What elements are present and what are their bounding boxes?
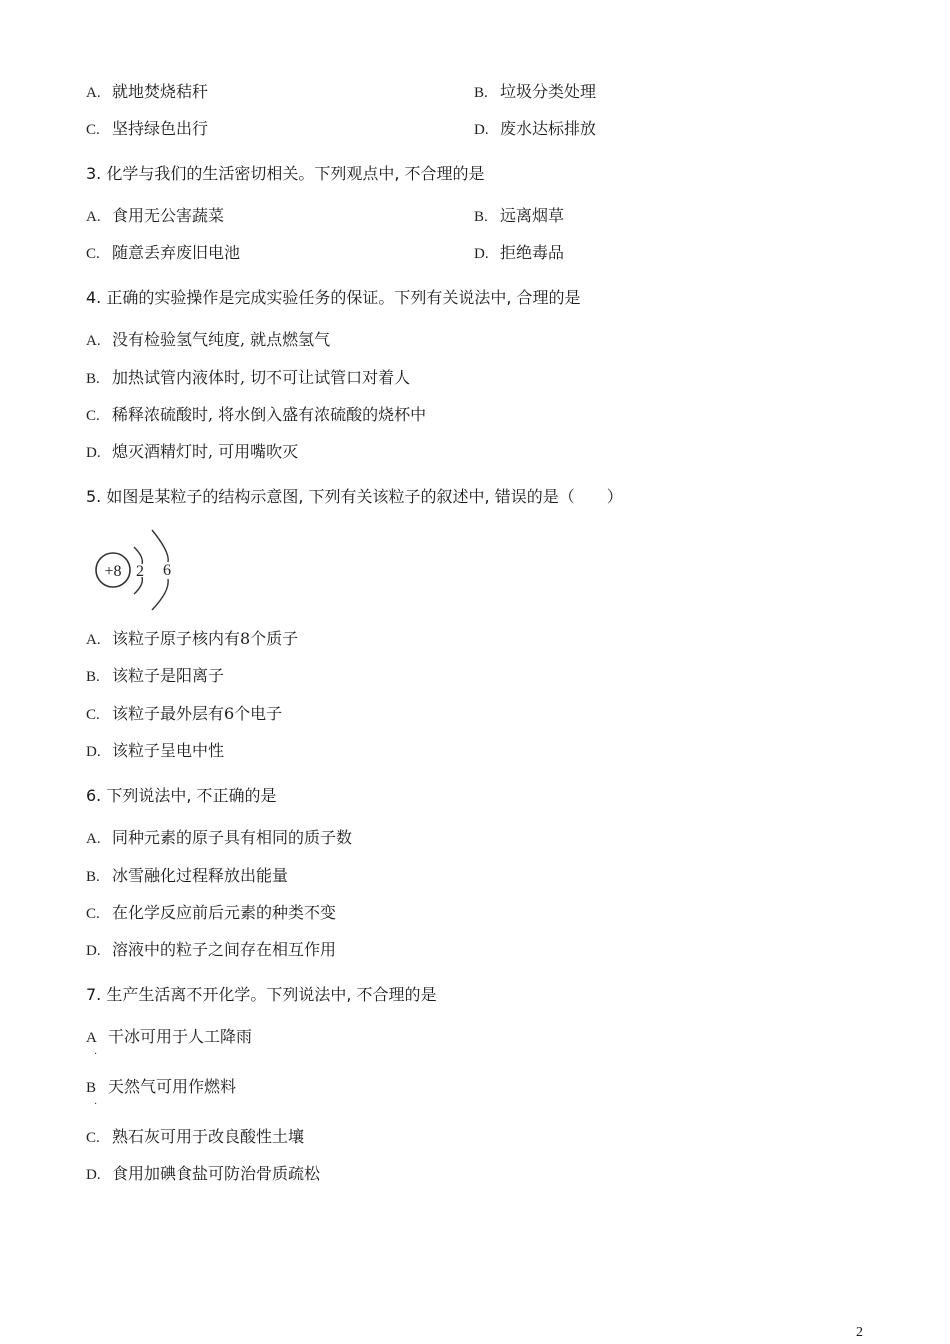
option-text: 垃圾分类处理	[500, 82, 597, 101]
q6-option-b	[86, 866, 288, 887]
option-label: D.	[474, 246, 489, 262]
q2-option-c	[86, 119, 208, 140]
q4-option-b	[86, 368, 410, 389]
q4-stem: 4. 正确的实验操作是完成实验任务的保证。下列有关说法中, 合理的是	[86, 288, 581, 307]
q4-option-a	[86, 330, 330, 351]
q5-stem: 5. 如图是某粒子的结构示意图, 下列有关该粒子的叙述中, 错误的是（ ）	[86, 487, 623, 506]
option-text: 熄灭酒精灯时, 可用嘴吹灭	[112, 442, 299, 461]
inner-shell-arc-top	[134, 547, 142, 564]
outer-shell-electrons: 6	[163, 562, 171, 579]
stray-dot-mark: ·	[94, 1049, 98, 1060]
option-label: A.	[86, 632, 101, 648]
option-text: 该粒子呈电中性	[112, 741, 225, 760]
q4-option-c	[86, 405, 426, 426]
inner-shell-electrons: 2	[136, 563, 144, 580]
option-text: 天然气可用作燃料	[108, 1077, 237, 1096]
q7-stem: 7. 生产生活离不开化学。下列说法中, 不合理的是	[86, 985, 437, 1004]
option-label: C.	[86, 246, 100, 262]
option-label: D.	[86, 1167, 101, 1183]
option-label: B.	[474, 85, 488, 101]
outer-shell-arc-bottom	[152, 579, 168, 610]
atom-structure-diagram	[86, 527, 186, 613]
q6-option-c	[86, 903, 336, 924]
q3-option-d	[474, 243, 564, 264]
q2-option-a	[86, 82, 208, 103]
option-text: 没有检验氢气纯度, 就点燃氢气	[112, 330, 331, 349]
q3-option-c	[86, 243, 240, 264]
q5-option-a	[86, 629, 298, 650]
option-text: 就地焚烧秸秆	[112, 82, 209, 101]
q5-option-c	[86, 704, 282, 725]
q7-option-d	[86, 1164, 320, 1185]
option-label: D.	[86, 445, 101, 461]
nucleus-charge: +8	[104, 563, 122, 580]
outer-shell-arc-top	[152, 530, 168, 562]
q7-option-a	[86, 1027, 252, 1048]
q3-stem: 3. 化学与我们的生活密切相关。下列观点中, 不合理的是	[86, 164, 485, 183]
option-text: 食用无公害蔬菜	[112, 206, 225, 225]
option-text: 该粒子最外层有6个电子	[112, 704, 283, 723]
option-text: 食用加碘食盐可防治骨质疏松	[112, 1164, 321, 1183]
option-label: C.	[86, 122, 100, 138]
q3-option-b	[474, 206, 564, 227]
option-text: 稀释浓硫酸时, 将水倒入盛有浓硫酸的烧杯中	[112, 405, 427, 424]
option-label: D.	[86, 744, 101, 760]
option-label: C.	[86, 906, 100, 922]
option-label: B.	[86, 669, 100, 685]
q4-option-d	[86, 442, 298, 463]
option-text: 远离烟草	[500, 206, 565, 225]
option-text: 坚持绿色出行	[112, 119, 209, 138]
option-label: C.	[86, 707, 100, 723]
option-text: 同种元素的原子具有相同的质子数	[112, 828, 353, 847]
q6-option-a	[86, 828, 352, 849]
option-text: 冰雪融化过程释放出能量	[112, 866, 289, 885]
stray-dot-mark: ·	[94, 1099, 98, 1110]
option-text: 溶液中的粒子之间存在相互作用	[112, 940, 337, 959]
option-text: 加热试管内液体时, 切不可让试管口对着人	[112, 368, 411, 387]
q5-option-d	[86, 741, 224, 762]
q2-option-b	[474, 82, 596, 103]
page-number: 2	[856, 1325, 863, 1340]
q7-option-b	[86, 1077, 236, 1098]
option-label: A.	[86, 333, 101, 349]
option-label: C.	[86, 1130, 100, 1146]
option-label: A.	[86, 831, 101, 847]
option-label: A.	[86, 85, 101, 101]
q2-option-d	[474, 119, 596, 140]
option-text: 该粒子是阳离子	[112, 666, 225, 685]
option-label: D.	[474, 122, 489, 138]
q6-option-d	[86, 940, 336, 961]
option-label: B.	[474, 209, 488, 225]
option-text: 熟石灰可用于改良酸性土壤	[112, 1127, 305, 1146]
option-label: A	[86, 1030, 97, 1046]
option-text: 干冰可用于人工降雨	[108, 1027, 253, 1046]
option-label: B.	[86, 869, 100, 885]
option-text: 在化学反应前后元素的种类不变	[112, 903, 337, 922]
option-label: C.	[86, 408, 100, 424]
q3-option-a	[86, 206, 224, 227]
q7-option-c	[86, 1127, 304, 1148]
q5-option-b	[86, 666, 224, 687]
option-label: B	[86, 1080, 97, 1096]
option-label: D.	[86, 943, 101, 959]
option-text: 废水达标排放	[500, 119, 597, 138]
option-label: B.	[86, 371, 100, 387]
option-text: 随意丢弃废旧电池	[112, 243, 241, 262]
q6-stem: 6. 下列说法中, 不正确的是	[86, 786, 277, 805]
option-label: A.	[86, 209, 101, 225]
option-text: 该粒子原子核内有8个质子	[112, 629, 299, 648]
option-text: 拒绝毒品	[500, 243, 565, 262]
